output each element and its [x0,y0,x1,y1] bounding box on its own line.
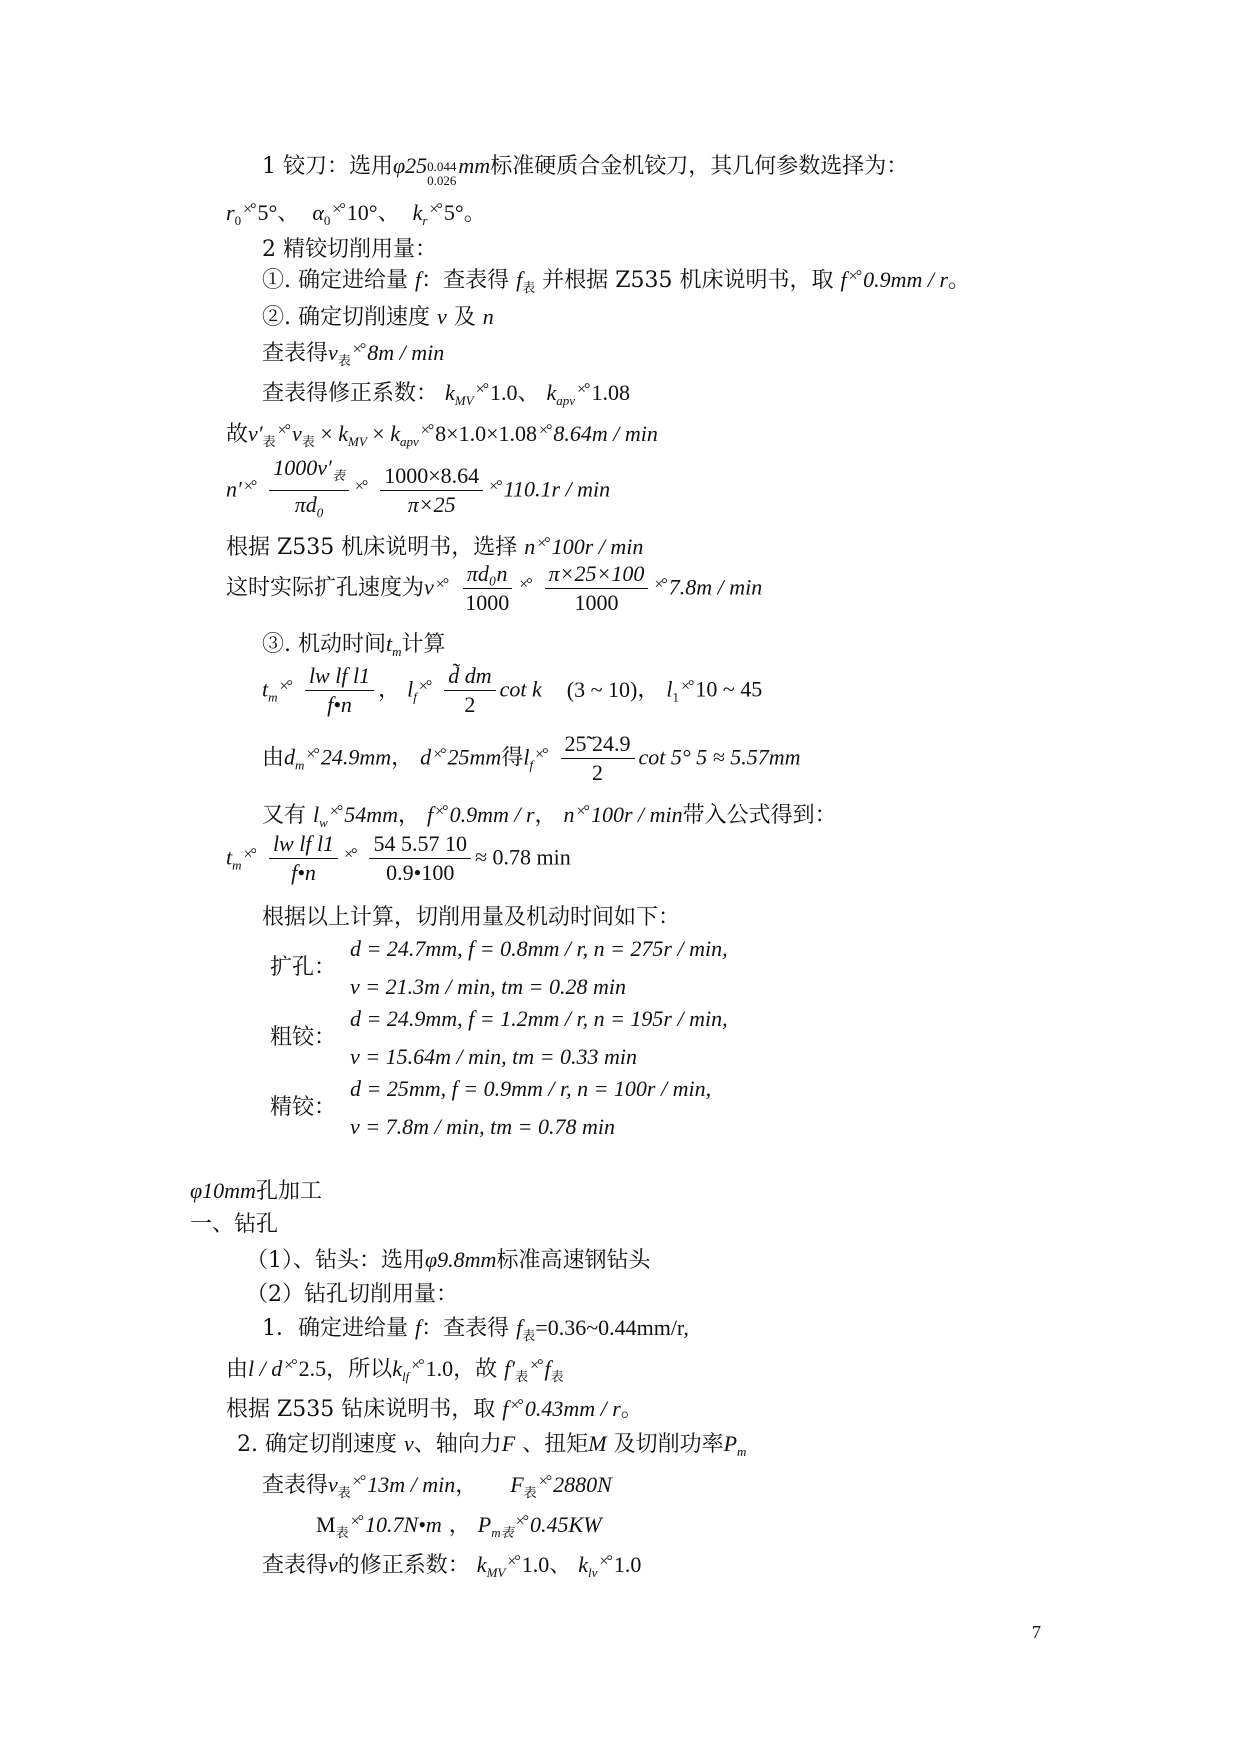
drill-speed-title: 2. 确定切削速度 v、轴向力F 、扭矩M 及切削功率$P_m$ [237,1431,747,1459]
step-feed: ①. 确定进给量 f：查表得 $f_表$ 并根据 Z535 机床说明书，取 f ×° 0.9mm / r。 [262,267,971,296]
fraction: $\frac{\text{πd₀n}}{1000}$ [461,560,513,617]
fraction: $\frac{25̃ 24.9}{2}$ [561,730,635,787]
drill-torque-line: $M_表^{\times^\circ}$ 10.7N•m ， $P_{m表}^{\times^\circ}$ 0.45KW [316,1512,602,1541]
page-number: 7 [1032,1622,1041,1642]
v-calc-line: 故$v'_表^{\times^\circ}$ $v_表 \times k_{MV} \times k_{apv}^{\times^\circ}$ 8×1.0×1.08 ×° 8.64m / min [226,421,658,450]
tm-formula: $t_m^{\times^\circ}$ $\frac{\text{lw lf l1}}{f•n}$ ， $l_f^{\times^\circ}$ $\frac{d̃ dm}{2}$ cot k (3 ~ 10)， $l_1^{\times^\circ}$ 10 ~ 45 [262,663,763,717]
fraction: $\frac{1000v'_表}{\pi d_0}$ [269,454,349,527]
coef-line: 查表得修正系数： $k_{MV}^{\times^\circ}$ 1.0、 $k_{apv}^{\times^\circ}$ 1.08 [262,380,630,408]
section-fine-title: 2 精铰切削用量： [262,237,437,262]
summary-label-2: 粗铰： [270,1025,337,1050]
diameter: φ25 [393,153,428,178]
drill-cutting-title: （2）钻孔切削用量： [246,1282,458,1307]
text: 1 铰刀：选用 [262,154,393,179]
lf-calc: 由$d_m^{\times^\circ}$ 24.9mm， d ×° 25mm得$l_f^{\times^\circ}$ $\frac{25̃ 24.9}{2}$ cot 5° 5 ≈ 5.57mm [262,731,801,785]
summary-intro: 根据以上计算，切削用量及机动时间如下： [262,905,681,930]
heading-drilling: 一、钻孔 [190,1212,279,1237]
text: 标准硬质合金机铰刀，其几何参数选择为： [490,154,909,179]
summary-label-3: 精铰： [270,1095,337,1120]
reamer-line-1 [262,152,908,188]
summary-line-1b: v = 21.3m / min, tm = 0.28 min [350,974,626,999]
summary-line-2b: v = 15.64m / min, tm = 0.33 min [350,1044,637,1069]
fraction: $\frac{\text{lw lf l1}}{f•n}$ [305,662,374,719]
summary-line-3b: v = 7.8m / min, tm = 0.78 min [350,1114,615,1139]
ld-line: 由l / d ×° 2.5，所以$k_{lf}^{\times^\circ}$ 1.0，故 $f'_表^{\times^\circ}$ $f_表$ [226,1356,564,1385]
drill-coef-line: 查表得v的修正系数： $k_{MV}^{\times^\circ}$ 1.0、 $k_{lv}^{\times^\circ}$ 1.0 [262,1552,642,1580]
drill-feed-select: 根据 Z535 钻床说明书，取 f ×° 0.43mm / r。 [226,1396,643,1422]
given-line: 又有 $l_w^{\times^\circ}$ 54mm， f ×° 0.9mm / r， n ×° 100r / min带入公式得到： [262,802,837,830]
summary-line-3a: d = 25mm, f = 0.9mm / r, n = 100r / min, [350,1076,712,1101]
drill-bit-line: （1）、钻头：选用φ9.8mm标准高速钢钻头 [246,1247,651,1273]
fraction: $\frac{54 5.57 10}{0.9•100}$ [369,830,471,887]
step-time: ③. 机动时间$t_m$计算 [262,631,446,659]
fraction: $\frac{1000\times 8.64}{\pi\times 25}$ [380,462,483,519]
n-calc-line: n′ ×° $\frac{1000v'_表}{\pi d_0}$ ×° $\frac{1000\times 8.64}{\pi\times 25}$ ×° 110.1r / min [226,454,610,527]
summary-line-2a: d = 24.9mm, f = 1.2mm / r, n = 195r / min, [350,1006,728,1031]
hole-title: φ10mm孔加工 [190,1178,322,1204]
fraction: $\frac{d̃ dm}{2}$ [444,662,495,719]
v-actual-line: 这时实际扩孔速度为v ×° $\frac{\text{πd₀n}}{1000}$ ×° $\frac{\pi\times 25\times 100}{1000}$ ×° 7.8m / min [226,561,763,615]
v-table-line: 查表得$v_表^{\times^\circ}$ 8m / min [262,340,445,369]
summary-label-1: 扩孔： [270,955,337,980]
reamer-line-2: $r_0^{\times^\circ}$ 5°、 $\alpha_0^{\times^\circ}$ 10°、 $k_r^{\times^\circ}$ 5°。 [226,200,486,228]
drill-table-line: 查表得$v_表^{\times^\circ}$ 13m / min， $F_表^{\times^\circ}$ 2880N [262,1472,612,1501]
n-select-line: 根据 Z535 机床说明书，选择 n ×° 100r / min [226,534,644,560]
fraction: $\frac{\text{lw lf l1}}{f•n}$ [269,830,338,887]
unit: mm [458,153,491,178]
drill-feed-line: 1．确定进给量 f：查表得 $f_表=0.36\sim 0.44mm/r$, [262,1315,689,1344]
summary-line-1a: d = 24.7mm, f = 0.8mm / r, n = 275r / min, [350,936,728,961]
step-speed: ②. 确定切削速度 v 及 n [262,304,494,330]
tolerance: 0.044 0.026 [427,159,457,188]
fraction: $\frac{\pi\times 25\times 100}{1000}$ [545,560,649,617]
tm-result: $t_m^{\times^\circ}$ $\frac{\text{lw lf l1}}{f•n}$ ×° $\frac{54 5.57 10}{0.9•100}$ ≈ 0.78 min [226,831,571,885]
